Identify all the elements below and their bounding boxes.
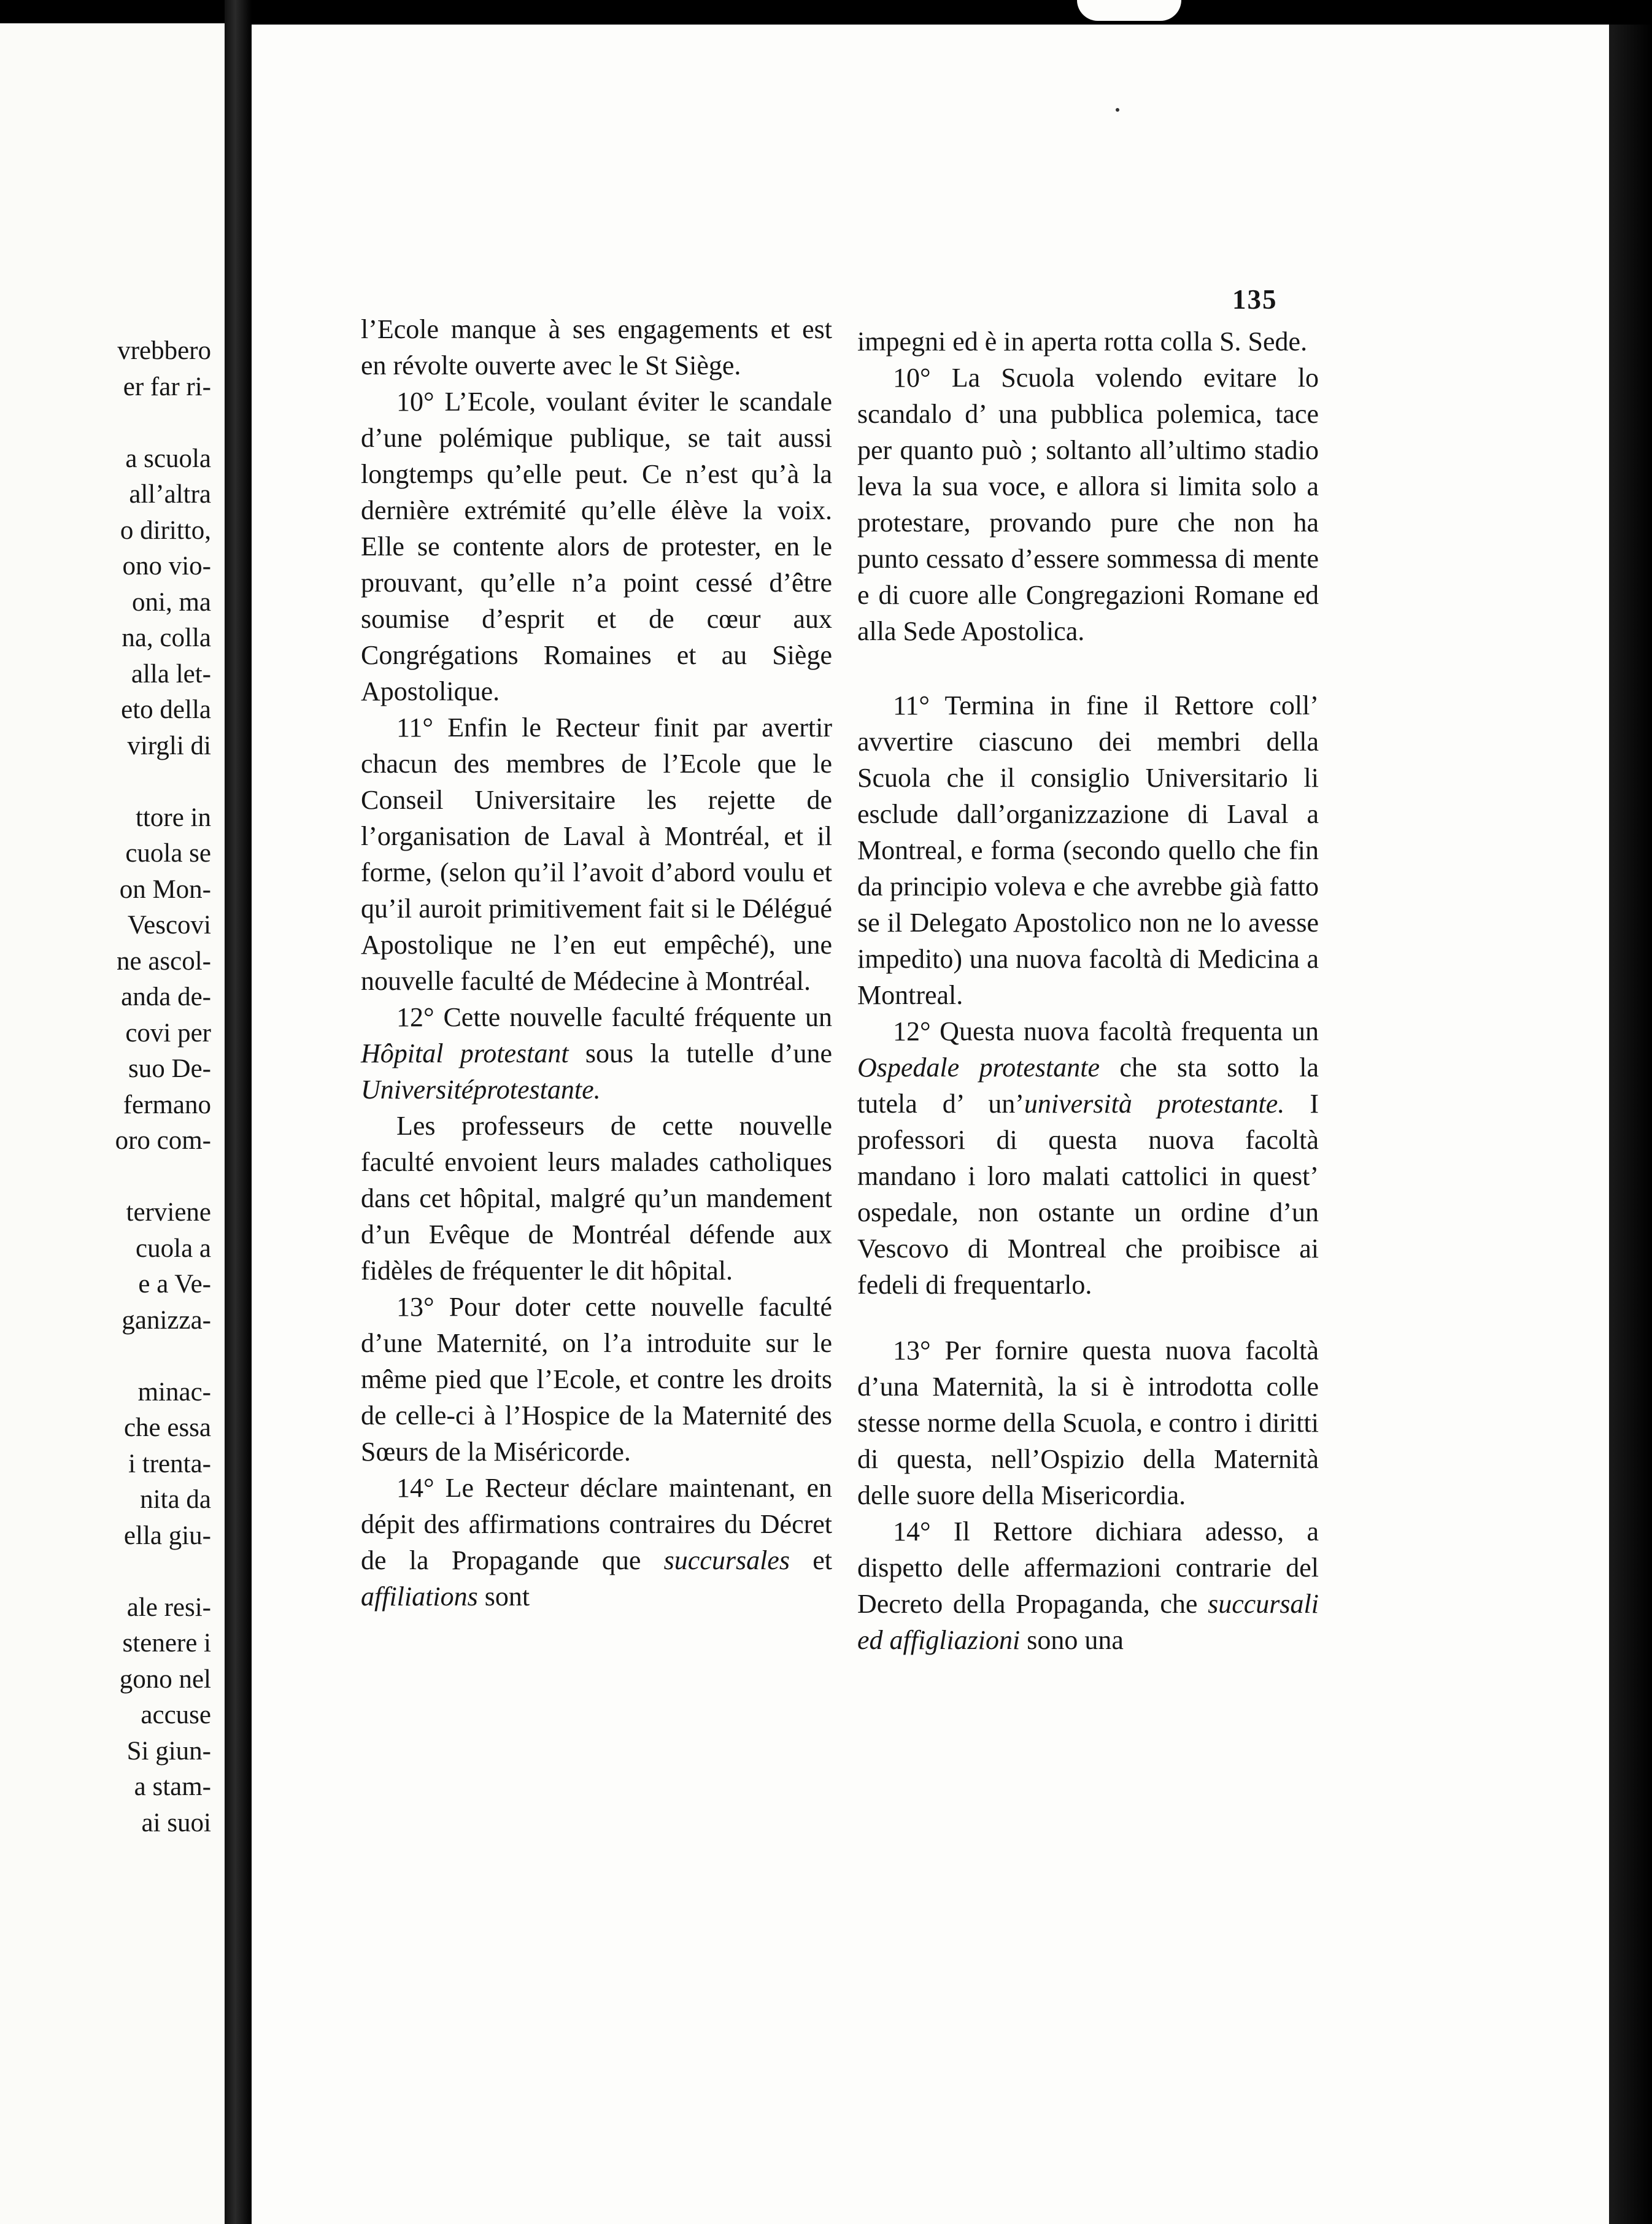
- french-column: [361, 311, 832, 1615]
- left-page-fragment-line: i trenta-: [128, 1449, 211, 1478]
- french-p7-italic-succursales: succursales: [663, 1545, 790, 1575]
- left-page-fragment-line: er far ri-: [123, 372, 211, 401]
- left-page-fragment-line: ganizza-: [122, 1305, 211, 1335]
- left-page-fragment-line: ale resi-: [126, 1593, 211, 1622]
- left-page-fragment-line: gono nel: [119, 1664, 211, 1694]
- page-number: 135: [1232, 284, 1278, 315]
- scan-top-notch: [1077, 0, 1181, 21]
- left-page-fragment-line: o diritto,: [120, 515, 211, 545]
- left-page-fragment-line: accuse: [141, 1701, 211, 1729]
- left-page-fragment-line: alla let-: [131, 659, 211, 689]
- french-paragraph-3: 11° Enfin le Recteur finit par avertir chacun des membres de l’Ecole que le Conseil Universitaire les rejette de l’organisation de Laval à Montréal, et il forme, (selon qu’il l’avoit d’abord voulu et qu’il auroit primitivement fait si le Délégué Apostolique ne l’en eut empêché), une nouvelle faculté de Médecine à Montréal.: [361, 712, 832, 996]
- left-page-fragment-line: ai suoi: [141, 1808, 211, 1837]
- italian-paragraph-1: impegni ed è in aperta rotta colla S. Sede.: [857, 326, 1308, 357]
- book-gutter: [225, 0, 252, 2224]
- left-page-fragment-line: virgli di: [127, 731, 211, 760]
- french-p4-italic-universite: Universitéprotestante.: [361, 1075, 601, 1105]
- italian-p4-text-e: I professori di questa nuova facoltà mandano i loro malati cattolici in quest’ ospedale, non ostante un ordine d’un Vescovo di Montreal che proibisce ai fedeli di frequentarlo.: [857, 1089, 1319, 1300]
- french-p7-text-a: 14° Le Recteur déclare maintenant, en dépit des affirmations contraires du Décret de la Propagande que: [361, 1473, 832, 1575]
- left-page-fragment-line: nita da: [140, 1485, 211, 1514]
- left-page-fragment-line: minac-: [137, 1377, 211, 1407]
- italian-p6-text-a: 14° Il Rettore dichiara adesso, a dispetto delle affermazioni contrarie del Decreto della Propaganda, che: [857, 1516, 1319, 1619]
- left-page-fragment-line: oni, ma: [132, 587, 211, 617]
- left-page-fragment: [0, 23, 225, 2224]
- left-page-fragment-line: Vescovi: [127, 911, 211, 940]
- italian-p4-text-c: che sta sotto la tutela d’ un’: [857, 1052, 1319, 1119]
- italian-p6-italic-succursali: succursali ed affigliazioni: [857, 1589, 1319, 1655]
- italian-column: [857, 323, 1319, 1658]
- scan-right-border: [1609, 25, 1652, 2224]
- french-p4-italic-hopital: Hôpital protestant: [361, 1038, 569, 1068]
- left-page-fragment-line: oro com-: [115, 1126, 211, 1155]
- italian-paragraph-5: 13° Per fornire questa nuova facoltà d’una Maternità, la si è introdotta colle stesse norme della Scuola, e contro i diritti di questa, nell’Ospizio della Maternità delle suore della Misericordia.: [857, 1335, 1319, 1510]
- left-page-fragment-line: suo De-: [128, 1054, 211, 1083]
- italian-spacer-1: [857, 649, 1319, 687]
- left-page-fragment-line: vrebbero: [117, 336, 211, 365]
- left-page-fragment-line: ella giu-: [123, 1521, 211, 1550]
- left-page-fragment-line: all’altra: [129, 480, 211, 509]
- french-p7-italic-affiliations: affiliations: [361, 1581, 478, 1612]
- italian-paragraph-4: [857, 1013, 1319, 1303]
- left-page-fragment-line: eto della: [121, 695, 211, 724]
- french-p7-text-e: sont: [484, 1581, 530, 1612]
- left-page-fragment-line: Si giun-: [126, 1736, 211, 1766]
- italian-p6-text-c: sono una: [1027, 1625, 1124, 1655]
- left-page-fragment-line: ttore in: [136, 803, 211, 832]
- italian-p4-italic-universita: università protestante.: [1024, 1089, 1285, 1119]
- french-paragraph-1: l’Ecole manque à ses engagements et est en révolte ouverte avec le St Siège.: [361, 314, 832, 380]
- french-p4-text-c: sous la tutelle d’une: [585, 1038, 833, 1068]
- left-page-fragment-line: anda de-: [121, 983, 211, 1011]
- stray-speck: [1116, 108, 1119, 112]
- left-page-fragment-line: a stam-: [134, 1772, 211, 1801]
- left-page-fragment-line: terviene: [126, 1198, 211, 1227]
- left-page-fragment-line: e a Ve-: [138, 1270, 211, 1299]
- left-page-fragment-line: stenere i: [122, 1629, 211, 1658]
- french-paragraph-7: [361, 1470, 832, 1615]
- left-page-fragment-line: cuola a: [136, 1234, 211, 1263]
- french-paragraph-4: [361, 999, 832, 1108]
- scan-top-border: [225, 0, 1652, 25]
- italian-paragraph-6: [857, 1513, 1319, 1658]
- french-p4-text-a: 12° Cette nouvelle faculté fréquente un: [396, 1002, 832, 1032]
- italian-p4-italic-ospedale: Ospedale protestante: [857, 1052, 1100, 1083]
- french-paragraph-6: 13° Pour doter cette nouvelle faculté d’une Maternité, on l’a introduite sur le même pied que l’Ecole, et contre les droits de celle-ci à l’Hospice de la Maternité des Sœurs de la Miséricorde.: [361, 1292, 832, 1467]
- french-paragraph-5: Les professeurs de cette nouvelle faculté envoient leurs malades catholiques dans cet hôpital, malgré qu’un mandement d’un Evêque de Montréal défende aux fidèles de fréquenter le dit hôpital.: [361, 1111, 832, 1286]
- left-page-fragment-line: cuola se: [125, 839, 211, 868]
- left-page-fragment-line: che essa: [123, 1413, 211, 1442]
- left-page-fragment-line: a scuola: [125, 444, 211, 473]
- italian-paragraph-3: 11° Termina in fine il Rettore coll’ avvertire ciascuno dei membri della Scuola che il consiglio Universitario li esclude dall’organizzazione di Laval a Montreal, e forma (secondo quello che fin da principio voleva e che avrebbe già fatto se il Delegato Apostolico non ne lo avesse impedito) una nuova facoltà di Medicina a Montreal.: [857, 690, 1319, 1010]
- left-page-fragment-line: on Mon-: [119, 875, 211, 904]
- italian-p4-text-a: 12° Questa nuova facoltà frequenta un: [893, 1016, 1319, 1046]
- italian-paragraph-2: 10° La Scuola volendo evitare lo scandalo d’ una pubblica polemica, tace per quanto può ; soltanto all’ultimo stadio leva la sua voce, e allora si limita solo a protestare, provando pure che non ha punto cessato d’essere sommessa di mente e di cuore alle Congregazioni Romane ed alla Sede Apostolica.: [857, 363, 1319, 646]
- left-page-fragment-line: ne ascol-: [116, 946, 211, 976]
- left-page-fragment-line: ono vio-: [122, 552, 211, 581]
- french-p7-text-c: et: [812, 1545, 832, 1575]
- left-page-fragment-line: fermano: [123, 1090, 211, 1119]
- italian-spacer-2: [857, 1303, 1319, 1332]
- french-paragraph-2: 10° L’Ecole, voulant éviter le scandale d’une polémique publique, se tait aussi longtemps qu’elle peut. Ce n’est qu’à la dernière extrémité qu’elle élève la voix. Elle se contente alors de protester, en le prouvant, qu’elle n’a point cessé d’être soumise d’esprit et de cœur aux Congrégations Romaines et au Siège Apostolique.: [361, 387, 832, 706]
- left-page-fragment-line: covi per: [125, 1018, 211, 1048]
- left-page-fragment-line: na, colla: [122, 624, 211, 652]
